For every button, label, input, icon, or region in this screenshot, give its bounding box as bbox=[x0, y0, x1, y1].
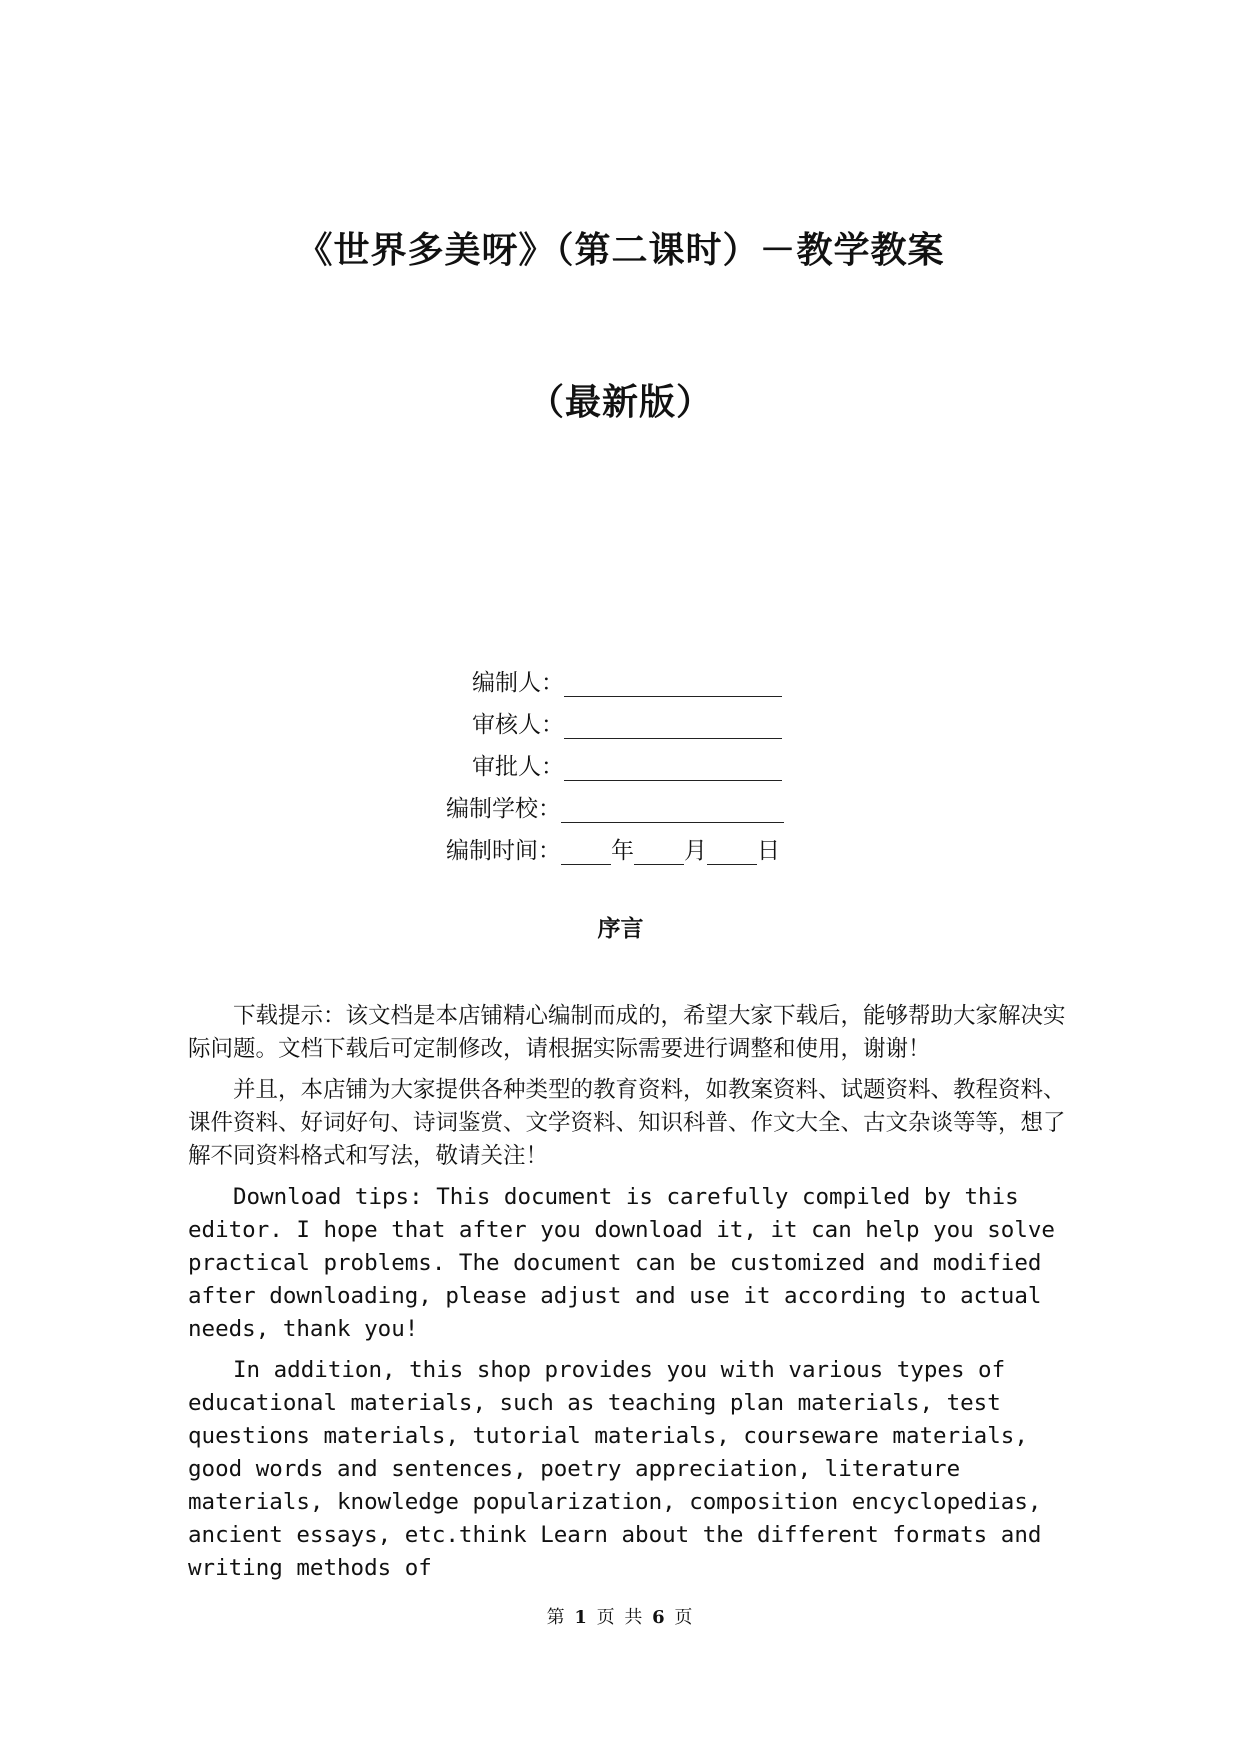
footer-total-pages: 6 bbox=[652, 1607, 667, 1628]
preface-body bbox=[188, 1000, 1068, 1593]
year-blank bbox=[561, 836, 611, 865]
page-footer bbox=[0, 1603, 1241, 1629]
document-title: 《世界多美呀》（第二课时）－教学教案 bbox=[296, 230, 945, 271]
school-row bbox=[433, 788, 784, 830]
compiler-blank bbox=[564, 668, 782, 697]
reviewer-label: 审核人： bbox=[472, 712, 564, 738]
footer-prefix: 第 bbox=[546, 1607, 567, 1628]
preface-heading: 序言 bbox=[597, 916, 644, 942]
month-blank bbox=[634, 836, 684, 865]
month-char: 月 bbox=[684, 838, 707, 864]
approver-label: 审批人： bbox=[472, 754, 564, 780]
document-subtitle: （最新版） bbox=[527, 382, 713, 423]
footer-current-page: 1 bbox=[574, 1607, 589, 1628]
compiler-label: 编制人： bbox=[472, 670, 564, 696]
meta-block bbox=[446, 662, 784, 872]
school-label: 编制学校： bbox=[446, 796, 561, 822]
preface-paragraph-en-2: In addition, this shop provides you with various types of educational materials, such as teaching plan materials, test questions materials, tutorial materials, courseware materials, good words and sentences, poetry appreciation, literature materials, knowledge popularization, composition encyclopedias, ancient essays, etc.think Learn about the different formats and writing methods of bbox=[188, 1357, 1042, 1581]
preface-paragraph-cn-2: 并且，本店铺为大家提供各种类型的教育资料，如教案资料、试题资料、教程资料、课件资料、好词好句、诗词鉴赏、文学资料、知识科普、作文大全、古文杂谈等等，想了解不同资料格式和写法，敬请关注！ bbox=[188, 1077, 1066, 1169]
approver-blank bbox=[564, 752, 782, 781]
preface-paragraph-en-1: Download tips: This document is carefully compiled by this editor. I hope that after you download it, it can help you solve practical problems. The document can be customized and modified after downloading, please adjust and use it according to actual needs, thank you! bbox=[188, 1184, 1055, 1342]
time-label: 编制时间： bbox=[446, 838, 561, 864]
time-row bbox=[433, 830, 784, 872]
school-blank bbox=[561, 794, 784, 823]
reviewer-row bbox=[446, 704, 784, 746]
day-char: 日 bbox=[757, 838, 780, 864]
compiler-row bbox=[446, 662, 784, 704]
day-blank bbox=[707, 836, 757, 865]
year-char: 年 bbox=[611, 838, 634, 864]
reviewer-blank bbox=[564, 710, 782, 739]
footer-middle: 页 共 bbox=[596, 1607, 645, 1628]
preface-paragraph-cn-1: 下载提示：该文档是本店铺精心编制而成的，希望大家下载后，能够帮助大家解决实际问题。文档下载后可定制修改，请根据实际需要进行调整和使用，谢谢！ bbox=[188, 1003, 1066, 1062]
footer-suffix: 页 bbox=[674, 1607, 695, 1628]
approver-row bbox=[446, 746, 784, 788]
